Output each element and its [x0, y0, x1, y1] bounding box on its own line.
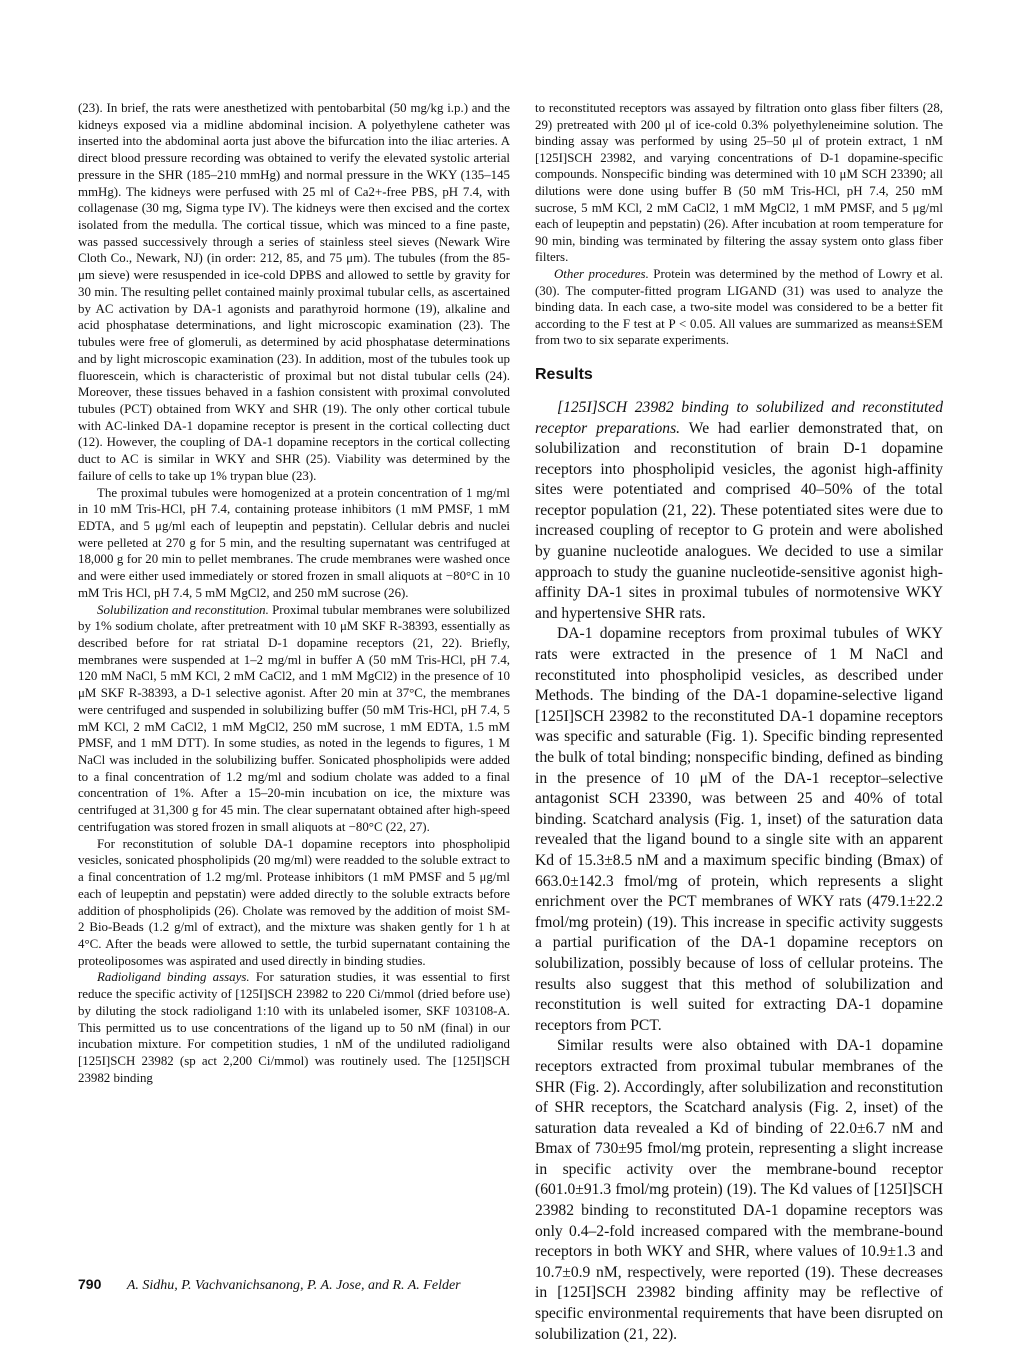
section-heading-results: Results [535, 365, 593, 383]
paragraph-homogenization: The proximal tubules were homogenized at a protein concentration of 1 mg/ml in 10 mM Tris-HCl, pH 7.4, containing protease inhibitors (1 mM PMSF, 1 mM EDTA, and 5 μg/ml each of leupeptin and pepstatin). Cellular debris and nuclei were pelleted at 270 g for 5 min, and the resulting supernatant was centrifuged at 18,000 g for 20 min to pellet membranes. The crude membranes were washed once and were either used immediately or stored frozen in small aliquots at −80°C in 10 mM Tris HCl, pH 7.4, 5 mM MgCl2, and 250 mM sucrose (26). [78, 485, 510, 600]
subheading-results: [125I]SCH 23982 binding to solubilized and reconstituted receptor preparations. [535, 398, 943, 437]
paragraph-solubilization [78, 602, 510, 836]
paragraph-binding-assays [78, 969, 510, 1086]
subheading-solubilization: Solubilization and reconstitution. [97, 602, 269, 617]
other-procedures-text: Protein was determined by the method of Lowry et al. (30). The computer-fitted program LIGAND (31) was used to analyze the binding data. In each case, a two-site model was considered to be a better fit according to the F test at P < 0.05. All values are summarized as means±SEM from two to six separate experiments. [535, 266, 943, 348]
paragraph-other-procedures [535, 266, 943, 349]
paragraph-filtration: to reconstituted receptors was assayed by filtration onto glass fiber filters (28, 29) pretreated with 200 μl of ice-cold 0.3% polyethyleneimine solution. The binding assay was performed by using 25–50 μl of protein extract, 1 nM [125I]SCH 23982, and varying concentrations of D-1 dopamine-specific compounds. Nonspecific binding was determined with 10 μM SCH 23390; all dilutions were done using buffer B (50 mM Tris-HCl, pH 7.4, 250 mM sucrose, 5 mM KCl, 2 mM CaCl2, 1 mM MgCl2, 1 mM PMSF, and 5 μg/ml each of leupeptin and pepstatin) (26). After incubation at room temperature for 90 min, binding was terminated by filtering the assay system onto glass fiber filters. [535, 101, 943, 265]
page-footer [78, 1276, 461, 1294]
paragraph-shr-receptors: Similar results were also obtained with DA-1 dopamine receptors extracted from proximal tubular membranes of the SHR (Fig. 2). Accordingly, after solubilization and reconstitution of SHR receptors, the Scatchard analysis (Fig. 2, inset) of the saturation data revealed a Kd of binding of 22.0±6.7 nM and Bmax of 730±95 fmol/mg protein, representing a slight increase in specific activity over the membrane-bound receptor (601.0±91.3 fmol/mg protein) (19). The Kd values of [125I]SCH 23982 binding to reconstituted DA-1 dopamine receptors was only 0.4–2-fold increased compared with the membrane-bound receptors in both WKY and SHR, where values of 10.9±1.3 and 10.7±0.9 nM, respectively, were reported (19). These decreases in [125I]SCH 23982 binding affinity may be reflective of specific environmental requirements that have been disrupted on solubilization (21, 22). [535, 1037, 943, 1343]
left-column [78, 100, 510, 1086]
paragraph-wky-receptors: DA-1 dopamine receptors from proximal tubules of WKY rats were extracted in the presence of 1 M NaCl and reconstituted into phospholipid vesicles, as described under Methods. The binding of the DA-1 dopamine-selective ligand [125I]SCH 23982 to the reconstituted DA-1 dopamine receptors was specific and saturable (Fig. 1). Specific binding represented the bulk of total binding; nonspecific binding, defined as binding in the presence of 10 μM of the DA-1 receptor–selective antagonist SCH 23390, was between 25 and 40% of total binding. Scatchard analysis (Fig. 1, inset) of the saturation data revealed that the ligand bound to a single site with an apparent Kd of 15.3±8.5 nM and a maximum specific binding (Bmax) of 663.0±142.3 fmol/mg of protein, which represents a slight enrichment over the PCT membranes of WKY rats (479.1±22.2 fmol/mg protein) (19). This increase in specific activity suggests a partial purification of the DA-1 dopamine receptors on solubilization, possibly because of loss of cellular proteins. The results also suggest that this method of solubilization and reconstitution is well suited for extracting DA-1 dopamine receptors from PCT. [535, 625, 943, 1034]
binding-assays-text: For saturation studies, it was essential to first reduce the specific activity of [125I]SCH 23982 to 220 Ci/mmol (dried before use) by diluting the stock radioligand 1:10 with its unlabeled isomer, SKF 103108-A. This permitted us to use concentrations of the ligand up to 50 nM (final) in our incubation mixture. For competition studies, 1 nM of the undiluted radioligand [125I]SCH 23982 (sp act 2,200 Ci/mmol) was routinely used. The [125I]SCH 23982 binding [78, 970, 510, 1085]
subheading-binding-assays: Radioligand binding assays. [97, 970, 250, 985]
solubilization-text: Proximal tubular membranes were solubilized by 1% sodium cholate, after pretreatment with 10 μM SKF R-38393, essentially as described before for rat striatal D-1 dopamine receptors (21, 22). Briefly, membranes were suspended at 1–2 mg/ml in buffer A (50 mM Tris-HCl, pH 7.4, 120 mM NaCl, 5 mM KCl, 2 mM CaCl2, and 1 mM MgCl2) in the presence of 10 μM SKF R-38393, a D-1 selective agonist. After 20 min at 37°C, the membranes were centrifuged and suspended in solubilizing buffer (50 mM Tris-HCl, pH 7.4, 5 mM KCl, 2 mM CaCl2, 1 mM MgCl2, 250 mM sucrose, 1 mM EDTA, 1.5 mM PMSF, and 1 mM DTT). In some studies, as noted in the legends to figures, 1 M NaCl was included in the solubilizing buffer. Sonicated phospholipids were added to a final concentration of 1.2 mg/ml and sodium cholate was added to a final concentration of 1%. After a 15–20-min incubation on ice, the mixture was centrifuged at 31,300 g for 45 min. The clear supernatant obtained after high-speed centrifugation was stored frozen in small aliquots at −80°C (22, 27). [78, 602, 510, 834]
right-column [535, 100, 943, 1345]
results-intro-text: We had earlier demonstrated that, on solubilization and reconstitution of brain D-1 dopamine receptors into phospholipid vesicles, the agonist high-affinity sites were potentiated and comprised 40–50% of the total receptor population (21, 22). These potentiated sites were due to increased coupling of receptor to G protein and were abolished by guanine nucleotide analogues. We decided to use a similar approach to study the guanine nucleotide-sensitive agonist high-affinity DA-1 sites in proximal tubules of normotensive WKY and hypertensive SHR rats. [535, 419, 943, 622]
paragraph-results-intro [535, 398, 943, 625]
paragraph-reconstitution: For reconstitution of soluble DA-1 dopamine receptors into phospholipid vesicles, sonicated phospholipids (20 mg/ml) were readded to the soluble extract to a final concentration of 1.2 mg/ml. Protease inhibitors (1 mM PMSF and 5 μg/ml each of leupeptin and pepstatin) were added directly to the soluble extracts before addition of phospholipids (26). Cholate was removed by the addition of moist SM-2 Bio-Beads (1.2 g/ml of extract), and the mixture was shaken gently for 1 h at 4°C. After the beads were allowed to settle, the turbid supernatant containing the proteoliposomes was aspirated and used directly in binding studies. [78, 836, 510, 968]
subheading-other-procedures: Other procedures. [554, 266, 649, 281]
paragraph-methods-animals: (23). In brief, the rats were anesthetized with pentobarbital (50 mg/kg i.p.) and the kidneys exposed via a midline abdominal incision. A polyethylene catheter was inserted into the abdominal aorta just above the bifurcation into the iliac arteries. A direct blood pressure recording was obtained to verify the elevated systolic arterial pressure in the SHR (185–210 mmHg) and normal pressure in the WKY (135–145 mmHg). The kidneys were perfused with 25 ml of Ca2+-free PBS, pH 7.4, with collagenase (30 mg, Sigma type IV). The kidneys were then excised and the cortex isolated from the medulla. The cortical tissue, which was minced to a fine paste, was passed successively through a series of stainless steel sieves (Newark Wire Cloth Co., Newark, NJ) (in order: 212, 85, and 75 μm). The tubules (from the 85-μm sieve) were resuspended in ice-cold DPBS and allowed to settle by gravity for 30 min. The resulting pellet contained mainly proximal tubular cells, as ascertained by AC activation by DA-1 agonists and parathyroid hormone (19), alkaline and acid phosphatase determinations, and light microscopic examination (23). The tubules were free of glomeruli, as determined by acid phosphatase determinations and by light microscopic examination (23). In addition, most of the tubules took up fluorescein, which is characteristic of proximal but not distal tubular cells (24). Moreover, these tissues behaved in a fashion consistent with proximal convoluted tubules (PCT) obtained from WKY and SHR (19). The only other cortical tubule with AC-linked DA-1 dopamine receptor is present in the cortical collecting duct (12). However, the coupling of DA-1 dopamine receptors in the cortical collecting duct to AC is similar in WKY and SHR (25). Viability was determined by the failure of cells to take up 1% trypan blue (23). [78, 101, 510, 483]
page-number: 790 [78, 1276, 102, 1292]
running-authors: A. Sidhu, P. Vachvanichsanong, P. A. Jose, and R. A. Felder [126, 1278, 461, 1293]
